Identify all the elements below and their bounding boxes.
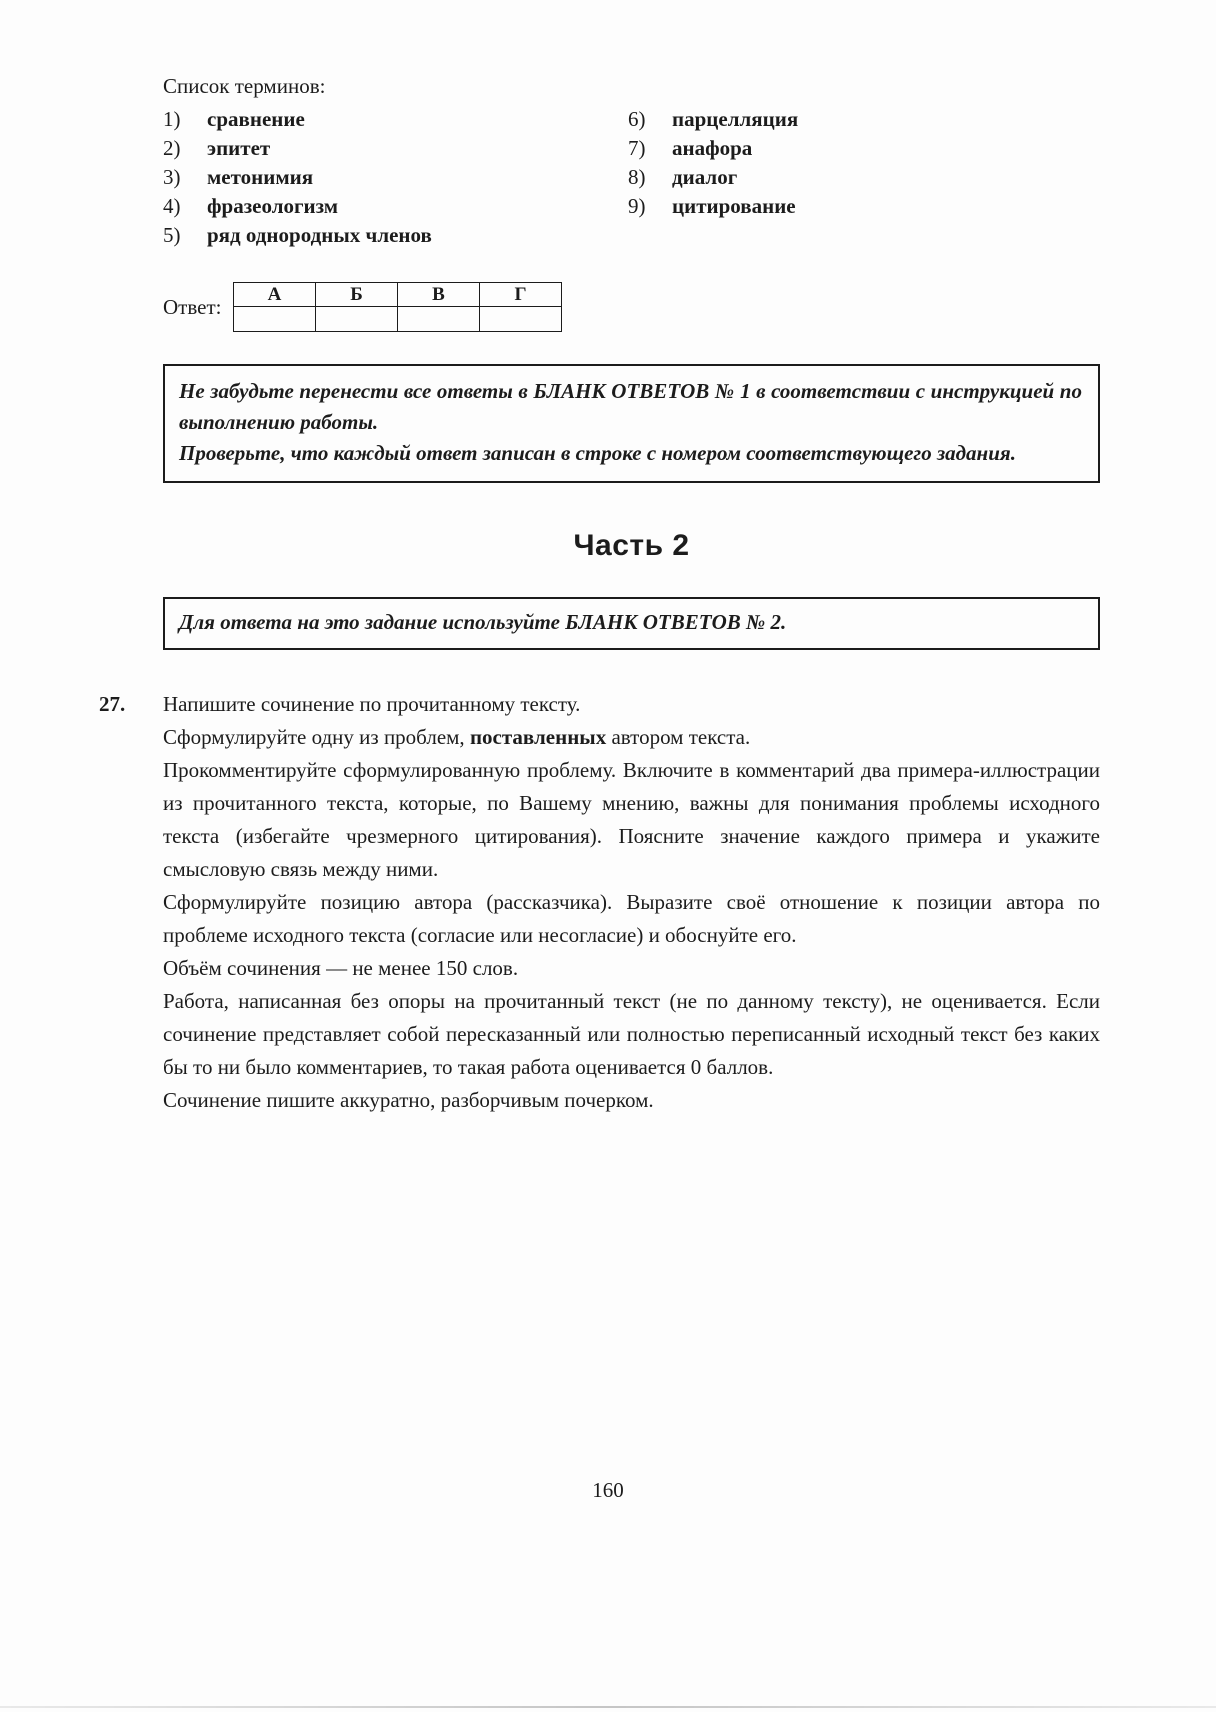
term-number: 6) [628,107,646,131]
answer-column-a: А [234,283,316,307]
term-item [628,105,798,134]
term-item [163,221,1100,250]
terms-section [163,72,1100,250]
task-text: автором текста. [606,725,751,749]
term-label: цитирование [672,194,796,218]
term-item [628,192,798,221]
answer-section [163,282,1100,332]
task-paragraph [163,721,1100,754]
task-paragraph: Прокомментируйте сформулированную проблему. Включите в комментарий два примера-иллюстрации из прочитанного текста, которые, по Вашему мнению, важны для понимания проблемы исходного текста (избегайте чрезмерного цитирования). Поясните значение каждого примера и укажите смысловую связь между ними. [163,758,1100,881]
term-label: диалог [672,165,738,189]
notice-paragraph: Проверьте, что каждый ответ записан в строке с номером соответствующего задания. [179,441,1016,465]
page-number: 160 [592,1478,624,1502]
task-paragraph: Сформулируйте позицию автора (рассказчика). Выразите своё отношение к позиции автора по проблеме исходного текста (согласие или несогласие) и обоснуйте его. [163,890,1100,947]
task-paragraph: Объём сочинения — не менее 150 слов. [163,956,519,980]
term-number: 5) [163,223,181,247]
transfer-answers-notice [163,364,1100,483]
term-label: сравнение [207,107,305,131]
notice-paragraph: Не забудьте перенести все ответы в БЛАНК ОТВЕТОВ № 1 в соответствии с инструкцией по выполнению работы. [179,379,1082,434]
term-label: анафора [672,136,753,160]
term-item [628,134,798,163]
answer-column-v: В [398,283,480,307]
term-item [628,163,798,192]
task-text: Сформулируйте одну из проблем, [163,725,470,749]
task-paragraph: Работа, написанная без опоры на прочитанный текст (не по данному тексту), не оценивается. Если сочинение представляет собой пересказанный или полностью переписанный исходный текст без каких бы то ни было комментариев, то такая работа оценивается 0 баллов. [163,989,1100,1079]
term-number: 7) [628,136,646,160]
answer-column-b: Б [316,283,398,307]
answer-cell-v [398,307,480,332]
task-body [163,688,1100,1117]
answer-column-g: Г [480,283,562,307]
task-27 [99,688,1100,1117]
term-number: 3) [163,165,181,189]
scan-edge [0,1706,1216,1708]
term-label: фразеологизм [207,194,339,218]
task-paragraph: Сочинение пишите аккуратно, разборчивым почерком. [163,1088,654,1112]
term-number: 1) [163,107,181,131]
answer-label: Ответ: [163,294,222,319]
answer-header-row [234,283,562,307]
term-label: эпитет [207,136,271,160]
term-number: 8) [628,165,646,189]
term-label: ряд однородных членов [207,223,432,247]
term-label: метонимия [207,165,314,189]
answer-cell-b [316,307,398,332]
part2-notice: Для ответа на это задание используйте БЛАНК ОТВЕТОВ № 2. [163,597,1100,650]
answer-cell-g [480,307,562,332]
terms-column-right [628,105,798,221]
answer-table [233,282,562,332]
task-text-bold: поставленных [469,725,607,749]
term-number: 4) [163,194,181,218]
task-number: 27. [99,692,126,716]
answer-cell-a [234,307,316,332]
terms-title: Список терминов: [163,74,326,98]
term-label: парцелляция [672,107,799,131]
term-number: 9) [628,194,646,218]
term-number: 2) [163,136,181,160]
answer-input-row [234,307,562,332]
task-paragraph: Напишите сочинение по прочитанному тексту. [163,692,581,716]
part2-heading: Часть 2 [573,529,690,562]
